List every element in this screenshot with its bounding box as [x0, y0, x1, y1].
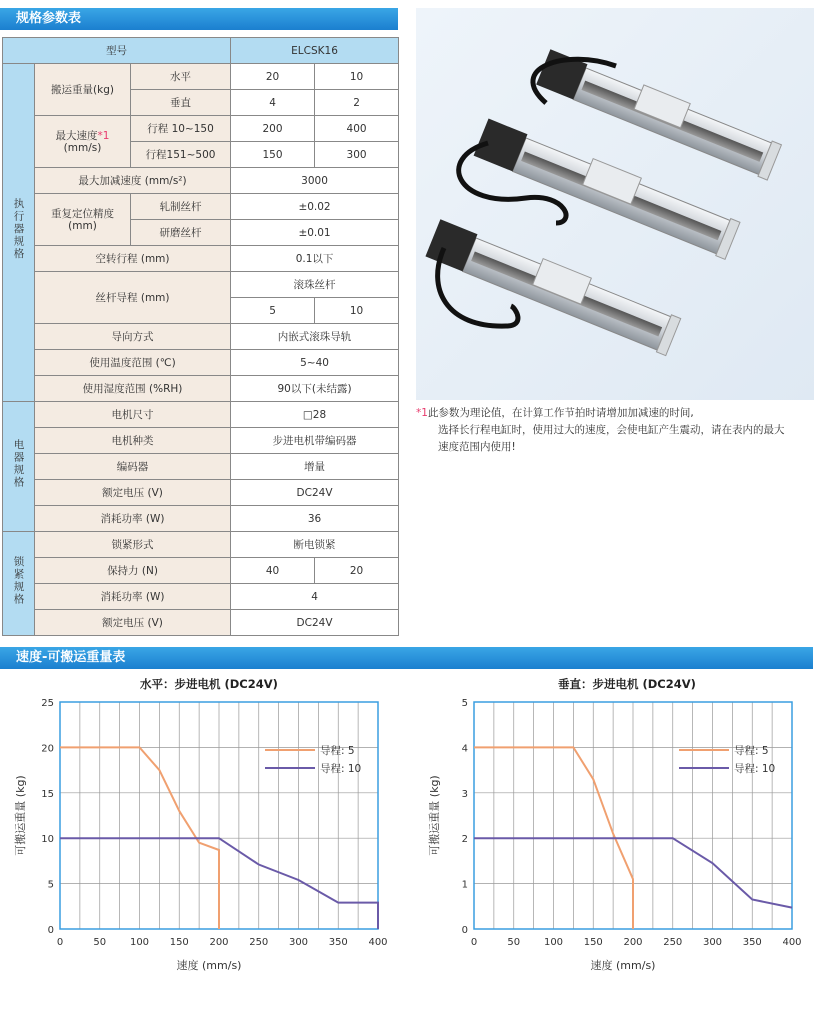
x-tick-label: 350 — [328, 937, 348, 948]
stroke1-value-lead5: 200 — [231, 116, 315, 142]
max-accel-value: 3000 — [231, 168, 399, 194]
x-axis-label: 速度 (mm/s) — [590, 959, 656, 972]
y-tick-label: 0 — [461, 925, 468, 936]
x-tick-label: 300 — [288, 937, 309, 948]
stroke2-value-lead10: 300 — [315, 142, 399, 168]
y-tick-label: 5 — [47, 879, 54, 891]
model-value: ELCSK16 — [231, 38, 399, 64]
temperature-label: 使用温度范围 (℃) — [35, 350, 231, 376]
note-line-3: 速度范围内使用! — [438, 441, 516, 453]
motor-type-label: 电机种类 — [35, 428, 231, 454]
actuator-3 — [425, 217, 683, 355]
lock-power-label: 消耗功率 (W) — [35, 584, 231, 610]
lock-voltage-label: 额定电压 (V) — [35, 610, 231, 636]
chart-1-title: 水平：步进电机 (DC24V) — [140, 677, 278, 691]
horizontal-label: 水平 — [131, 64, 231, 90]
y-tick-label: 15 — [41, 788, 54, 800]
chart-section-title: 速度-可搬运重量表 — [0, 647, 813, 669]
lead-label: 丝杆导程 (mm) — [35, 272, 231, 324]
max-speed-label: 最大速度*1 (mm/s) — [35, 116, 131, 168]
note-line-2: 选择长行程电缸时，使用过大的速度，会使电缸产生震动，请在表内的最大 — [438, 424, 785, 436]
humidity-value: 90以下(未结露) — [231, 376, 399, 402]
x-tick-label: 150 — [583, 937, 603, 948]
payload-label: 搬运重量(kg) — [35, 64, 131, 116]
backlash-label: 空转行程 (mm) — [35, 246, 231, 272]
x-tick-label: 100 — [129, 937, 150, 948]
y-tick-label: 0 — [47, 925, 54, 936]
motor-group-label: 电器规格 — [3, 402, 35, 532]
stroke2-value-lead5: 150 — [231, 142, 315, 168]
y-axis-label: 可搬运重量 (kg) — [428, 775, 441, 856]
y-tick-label: 2 — [461, 834, 468, 846]
y-tick-label: 25 — [41, 698, 54, 709]
stroke1-value-lead10: 400 — [315, 116, 399, 142]
motor-type-value: 步进电机带编码器 — [231, 428, 399, 454]
lead-type: 滚珠丝杆 — [231, 272, 399, 298]
y-tick-label: 20 — [41, 743, 54, 755]
model-label: 型号 — [3, 38, 231, 64]
lock-type-label: 锁紧形式 — [35, 532, 231, 558]
chart-2-title: 垂直：步进电机 (DC24V) — [558, 677, 696, 691]
lead-value-10: 10 — [315, 298, 399, 324]
holding-force-label: 保持力 (N) — [35, 558, 231, 584]
lock-group-label: 锁紧规格 — [3, 532, 35, 636]
y-tick-label: 5 — [461, 698, 468, 709]
horizontal-value-lead10: 10 — [315, 64, 399, 90]
lock-power-value: 4 — [231, 584, 399, 610]
speed-note — [416, 405, 814, 456]
motor-size-value: □28 — [231, 402, 399, 428]
y-tick-label: 4 — [461, 743, 468, 755]
voltage-value: DC24V — [231, 480, 399, 506]
humidity-label: 使用湿度范围 (%RH) — [35, 376, 231, 402]
x-tick-label: 50 — [93, 937, 107, 948]
chart-vertical — [424, 692, 804, 977]
y-axis-label: 可搬运重量 (kg) — [14, 775, 27, 856]
repeat-accuracy-label: 重复定位精度(mm) — [35, 194, 131, 246]
guide-label: 导向方式 — [35, 324, 231, 350]
vertical-label: 垂直 — [131, 90, 231, 116]
product-image — [416, 8, 814, 400]
stroke1-label: 行程 10~150 — [131, 116, 231, 142]
horizontal-value-lead5: 20 — [231, 64, 315, 90]
x-tick-label: 100 — [543, 937, 564, 948]
backlash-value: 0.1以下 — [231, 246, 399, 272]
vertical-value-lead10: 2 — [315, 90, 399, 116]
encoder-value: 增量 — [231, 454, 399, 480]
lock-type-value: 断电锁紧 — [231, 532, 399, 558]
note-line-1: 此参数为理论值，在计算工作节拍时请增加加减速的时间, — [427, 407, 694, 419]
x-tick-label: 250 — [663, 937, 683, 948]
holding-force-value-lead10: 20 — [315, 558, 399, 584]
max-accel-label: 最大加减速度 (mm/s²) — [35, 168, 231, 194]
note-mark: *1 — [416, 407, 428, 419]
y-tick-label: 10 — [41, 834, 54, 846]
vertical-value-lead5: 4 — [231, 90, 315, 116]
spec-section-title: 规格参数表 — [0, 8, 398, 30]
max-speed-note-mark: *1 — [97, 129, 110, 142]
x-axis-label: 速度 (mm/s) — [176, 959, 242, 972]
lead-value-5: 5 — [231, 298, 315, 324]
voltage-label: 额定电压 (V) — [35, 480, 231, 506]
x-tick-label: 0 — [56, 937, 64, 948]
x-tick-label: 250 — [249, 937, 269, 948]
ground-screw-value: ±0.01 — [231, 220, 399, 246]
power-value: 36 — [231, 506, 399, 532]
y-tick-label: 1 — [461, 879, 468, 891]
rolled-screw-label: 轧制丝杆 — [131, 194, 231, 220]
holding-force-value-lead5: 40 — [231, 558, 315, 584]
temperature-value: 5~40 — [231, 350, 399, 376]
lock-voltage-value: DC24V — [231, 610, 399, 636]
legend-label: 导程: 10 — [320, 763, 362, 775]
actuator-group-label: 执行器规格 — [3, 64, 35, 402]
x-tick-label: 300 — [702, 937, 723, 948]
x-tick-label: 50 — [507, 937, 521, 948]
legend-label: 导程: 5 — [734, 745, 769, 757]
x-tick-label: 400 — [368, 937, 388, 948]
rolled-screw-value: ±0.02 — [231, 194, 399, 220]
guide-value: 内嵌式滚珠导轨 — [231, 324, 399, 350]
legend-label: 导程: 5 — [320, 745, 355, 757]
x-tick-label: 150 — [169, 937, 189, 948]
motor-size-label: 电机尺寸 — [35, 402, 231, 428]
x-tick-label: 200 — [623, 937, 643, 948]
chart-horizontal — [10, 692, 390, 977]
encoder-label: 编码器 — [35, 454, 231, 480]
power-label: 消耗功率 (W) — [35, 506, 231, 532]
stroke2-label: 行程151~500 — [131, 142, 231, 168]
x-tick-label: 200 — [209, 937, 229, 948]
x-tick-label: 400 — [782, 937, 802, 948]
y-tick-label: 3 — [461, 788, 468, 800]
x-tick-label: 350 — [742, 937, 762, 948]
x-tick-label: 0 — [470, 937, 478, 948]
actuator-illustration — [416, 8, 814, 400]
ground-screw-label: 研磨丝杆 — [131, 220, 231, 246]
spec-table — [2, 37, 399, 636]
legend-label: 导程: 10 — [734, 763, 776, 775]
